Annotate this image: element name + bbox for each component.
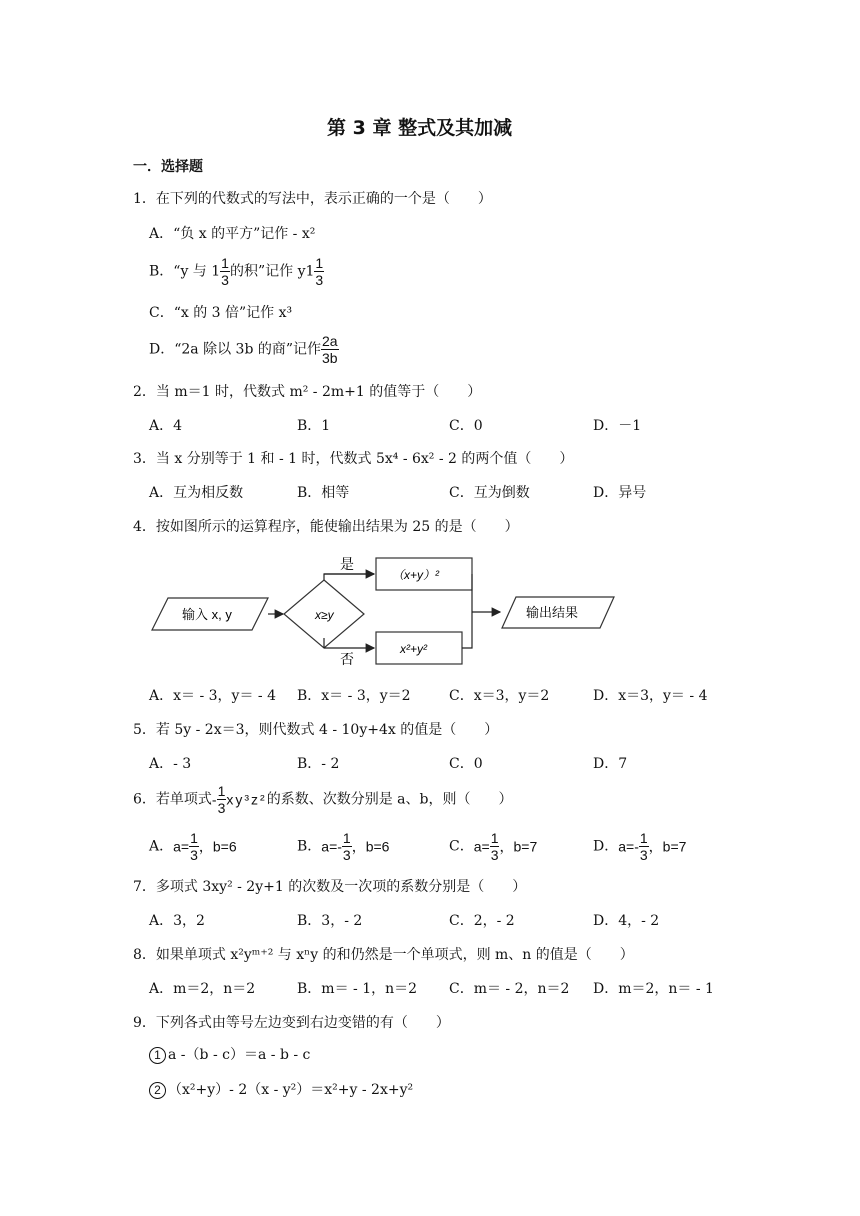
item-marker-1: 1 xyxy=(149,1047,166,1064)
q6d-num: 1 xyxy=(639,830,648,846)
no-label: 否 xyxy=(340,651,354,667)
question-6-option-d xyxy=(593,831,686,862)
input-label: 输入 x, y xyxy=(182,607,232,622)
q6b-pre: a=- xyxy=(321,838,342,855)
question-3-option-d: D．异号 xyxy=(593,485,647,501)
q6-mono-rest: xy³z² xyxy=(226,791,267,808)
question-1-option-b xyxy=(149,256,324,287)
q6a-den: 3 xyxy=(190,847,198,863)
question-9-item-1 xyxy=(149,1047,310,1064)
question-6-option-a xyxy=(149,831,237,862)
question-3-option-b: B．相等 xyxy=(297,485,350,501)
question-4-option-d: D．x＝3，y＝ - 4 xyxy=(593,688,708,704)
question-4-option-c: C．x＝3，y＝2 xyxy=(449,688,550,704)
q6d-post: ，b=7 xyxy=(648,838,687,855)
question-9-stem: 9．下列各式由等号左边变到右边变错的有（ ） xyxy=(133,1015,450,1031)
q6b-num: 1 xyxy=(342,830,351,846)
question-7-option-d: D．4，- 2 xyxy=(593,913,660,929)
question-1-option-d xyxy=(149,334,339,365)
q9-item-1-text: a -（b - c）＝a - b - c xyxy=(168,1047,311,1063)
q6b-post: ，b=6 xyxy=(351,838,390,855)
question-2-stem: 2．当 m＝1 时，代数式 m² - 2m+1 的值等于（ ） xyxy=(133,384,482,400)
question-7-option-c: C．2，- 2 xyxy=(449,913,515,929)
question-1-option-a: A．“负 x 的平方”记作 - x² xyxy=(149,226,316,242)
question-3-option-c: C．互为倒数 xyxy=(449,485,530,501)
question-5-option-b: B．- 2 xyxy=(297,756,340,772)
question-8-stem: 8．如果单项式 x²yᵐ⁺² 与 xⁿy 的和仍然是一个单项式，则 m、n 的值是（ ） xyxy=(133,947,634,963)
q6-mono-fraction xyxy=(217,784,227,815)
q1d-num: 2a xyxy=(322,333,338,349)
q1d-fraction xyxy=(321,334,339,365)
question-3-stem: 3．当 x 分别等于 1 和 - 1 时，代数式 5x⁴ - 6x² - 2 的两个值（ ） xyxy=(133,451,574,467)
question-7-option-a: A．3，2 xyxy=(149,913,205,929)
condition-label: x≥y xyxy=(315,608,334,622)
q6d-label: D． xyxy=(593,838,619,855)
question-8-option-b: B．m＝ - 1，n＝2 xyxy=(297,981,418,997)
question-5-option-d: D．7 xyxy=(593,756,628,772)
section-heading: 一．选择题 xyxy=(133,159,203,175)
question-1-stem: 1．在下列的代数式的写法中，表示正确的一个是（ ） xyxy=(133,191,492,207)
question-9-item-2 xyxy=(149,1082,413,1099)
q1d-pre: D．“2a 除以 3b 的商”记作 xyxy=(149,341,322,358)
question-1-option-c: C．“x 的 3 倍”记作 x³ xyxy=(149,305,293,321)
q6b-den: 3 xyxy=(342,847,351,863)
q6c-den: 3 xyxy=(490,847,499,863)
question-4-option-a: A．x＝ - 3，y＝ - 4 xyxy=(149,688,276,704)
q1b-den2: 3 xyxy=(315,272,324,288)
q6a-fraction xyxy=(189,831,199,862)
yes-label: 是 xyxy=(340,556,354,572)
q9-item-2-text: （x²+y）- 2（x - y²）＝x²+y - 2x+y² xyxy=(168,1082,414,1098)
q6a-post: ，b=6 xyxy=(198,838,237,855)
q1b-fraction-2 xyxy=(314,256,324,287)
q6-mono-den: 3 xyxy=(217,800,226,816)
question-2-option-d: D．－1 xyxy=(593,418,642,434)
q6c-pre: a= xyxy=(473,838,490,855)
question-5-option-c: C．0 xyxy=(449,756,483,772)
q6b-label: B． xyxy=(297,838,322,855)
question-3-option-a: A．互为相反数 xyxy=(149,485,244,501)
question-4-stem: 4．按如图所示的运算程序，能使输出结果为 25 的是（ ） xyxy=(133,519,519,535)
question-7-stem: 7．多项式 3xy² - 2y+1 的次数及一次项的系数分别是（ ） xyxy=(133,879,527,895)
question-2-option-c: C．0 xyxy=(449,418,483,434)
question-6-stem xyxy=(133,784,512,815)
q6c-label: C． xyxy=(449,838,474,855)
q6c-fraction xyxy=(490,831,500,862)
question-8-option-c: C．m＝ - 2，n＝2 xyxy=(449,981,570,997)
question-7-option-b: B．3，- 2 xyxy=(297,913,363,929)
q6d-fraction xyxy=(639,831,649,862)
question-5-stem: 5．若 5y - 2x＝3，则代数式 4 - 10y+4x 的值是（ ） xyxy=(133,722,499,738)
q6c-num: 1 xyxy=(490,830,499,846)
question-4-option-b: B．x＝ - 3，y＝2 xyxy=(297,688,411,704)
question-5-option-a: A．- 3 xyxy=(149,756,192,772)
q6-mono-num: 1 xyxy=(217,783,226,799)
q1b-num2: 1 xyxy=(315,255,324,271)
question-8-option-d: D．m＝2，n＝ - 1 xyxy=(593,981,714,997)
q6a-pre: a= xyxy=(173,838,190,855)
q6d-pre: a=- xyxy=(618,838,639,855)
q1b-mid: 的积”记作 y1 xyxy=(229,263,315,280)
q6c-post: ，b=7 xyxy=(499,838,538,855)
no-box-label: x²+y² xyxy=(400,642,427,656)
yes-branch-line xyxy=(324,574,374,580)
q6d-den: 3 xyxy=(639,847,648,863)
page-title: 第 3 章 整式及其加减 xyxy=(327,117,513,139)
output-label: 输出结果 xyxy=(526,605,579,620)
q6-stem-pre: 6．若单项式 xyxy=(133,791,212,808)
question-2-option-a: A．4 xyxy=(149,418,183,434)
q6-stem-post: 的系数、次数分别是 a、b，则（ ） xyxy=(266,791,513,808)
q1b-den: 3 xyxy=(221,272,229,288)
question-8-option-a: A．m＝2，n＝2 xyxy=(149,981,256,997)
q1d-den: 3b xyxy=(322,350,338,366)
q6-mono-sign: - xyxy=(211,791,217,808)
q6b-fraction xyxy=(342,831,352,862)
flowchart xyxy=(150,550,620,670)
item-marker-2: 2 xyxy=(149,1082,166,1099)
yes-box-label: （x+y）² xyxy=(392,568,440,582)
q6a-label: A． xyxy=(149,838,174,855)
q1b-pre: B．“y 与 1 xyxy=(149,263,221,280)
question-6-option-b xyxy=(297,831,389,862)
question-2-option-b: B．1 xyxy=(297,418,331,434)
question-6-option-c xyxy=(449,831,537,862)
q1b-fraction xyxy=(220,256,230,287)
q1b-num: 1 xyxy=(221,255,229,271)
q6a-num: 1 xyxy=(190,830,198,846)
